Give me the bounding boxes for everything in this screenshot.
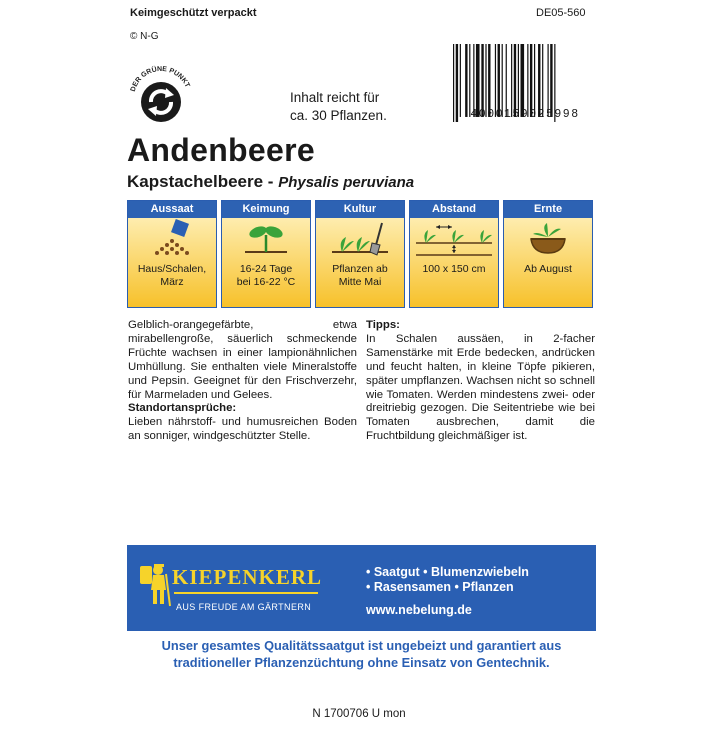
tips-text: In Schalen aussäen, in 2-facher Samenstärke mit Erde bedecken, andrücken und feucht halten, in kleine Töpfe pikieren, später umpflanzen. Wachsen nicht so schnell wie Tomaten. Werden mindestens zwei- oder dreitriebig gezogen. Die Seitentriebe wie bei Tomaten ausbrechen, damit die Fruchtbildung gleichmäßiger ist.	[366, 332, 595, 443]
copyright: © N-G	[130, 31, 159, 42]
panel-heading: Keimung	[222, 201, 310, 218]
description-left-column	[128, 319, 357, 444]
green-dot-label: DER GRÜNE PUNKT	[129, 65, 191, 93]
panel-text-line2: Mitte Mai	[338, 276, 382, 288]
green-dot-logo-icon	[124, 58, 198, 132]
panel-text	[130, 263, 214, 289]
barcode-bar	[514, 44, 516, 117]
barcode-bar	[550, 44, 552, 117]
panel-text-line1: 16-24 Tage	[239, 263, 293, 275]
quality-line1: Unser gesamtes Qualitätssaatgut ist ungebeizt und garantiert aus	[161, 638, 562, 653]
footer-code: N 1700706 U mon	[312, 708, 406, 720]
latin-name: Physalis peruviana	[278, 174, 415, 191]
panel-text-line1: Pflanzen ab	[332, 263, 388, 275]
panel-heading: Aussaat	[128, 201, 216, 218]
barcode-bar	[538, 44, 540, 117]
barcode-bar	[530, 44, 532, 117]
panel-text-line2: bei 16-22 °C	[236, 276, 296, 288]
barcode-bar	[481, 44, 483, 117]
seed-packet-icon	[128, 219, 216, 259]
barcode-bar	[488, 44, 490, 117]
description-paragraph: Gelblich-orangegefärbte, etwa mirabellengroße, säuerlich schmeckende Früchte wachsen in einer lampionähnlichen Umhüllung. Sie enthalten viele Mineralstoffe und Pepsin. Geeignet für den Frischverzehr, für Marmeladen und Gelees.	[128, 319, 357, 401]
content-note	[290, 89, 387, 125]
barcode-bar	[495, 44, 496, 117]
barcode-bar	[473, 44, 474, 117]
planting-spade-icon	[316, 219, 404, 259]
content-note-line1: Inhalt reicht für	[290, 90, 380, 105]
panel-text-line1: 100 x 150 cm	[422, 263, 486, 275]
common-name: Kapstachelbeere -	[127, 172, 274, 191]
panel-heading: Kultur	[316, 201, 404, 218]
panel-text	[412, 263, 496, 276]
brand-url: www.nebelung.de	[366, 603, 472, 617]
panel-kultur	[315, 200, 405, 308]
panel-aussaat	[127, 200, 217, 308]
barcode-bar	[506, 44, 507, 117]
panel-text	[224, 263, 308, 289]
panel-keimung	[221, 200, 311, 308]
barcode-number: 4000159025998	[470, 108, 580, 121]
brand-underline	[174, 592, 318, 594]
panel-text	[506, 263, 590, 276]
description-right-column	[366, 319, 595, 444]
harvest-bowl-icon	[504, 219, 592, 259]
brand-tagline: AUS FREUDE AM GÄRTNERN	[176, 602, 312, 612]
barcode-bar	[527, 44, 528, 117]
barcode-bar	[511, 44, 512, 117]
quality-line2: traditioneller Pflanzenzüchtung ohne Einsatz von Gentechnik.	[173, 655, 550, 670]
panel-text-line2: März	[160, 276, 184, 288]
barcode-bar	[460, 44, 461, 117]
panel-heading: Abstand	[410, 201, 498, 218]
panel-text-line1: Haus/Schalen,	[137, 263, 207, 275]
panel-text	[318, 263, 402, 289]
barcode-bar	[502, 44, 503, 117]
product-title: Andenbeere	[127, 132, 315, 168]
content-note-line2: ca. 30 Pflanzen.	[290, 108, 387, 123]
quality-statement	[127, 637, 596, 671]
barcode-bar	[476, 44, 480, 117]
location-text: Lieben nährstoff- und humusreichen Boden an sonniger, windgeschützter Stelle.	[128, 416, 357, 443]
barcode-bar	[542, 44, 543, 117]
panel-ernte	[503, 200, 593, 308]
barcode-bar	[498, 44, 500, 117]
panel-abstand	[409, 200, 499, 308]
barcode-bar	[485, 44, 486, 117]
article-code: DE05-560	[536, 7, 586, 19]
packaging-note: Keimgeschützt verpackt	[130, 7, 257, 19]
brand-product-line1: • Saatgut • Blumenzwiebeln	[366, 565, 529, 579]
spacing-icon	[410, 219, 498, 259]
brand-product-line2: • Rasensamen • Pflanzen	[366, 580, 514, 594]
brand-name: KIEPENKERL	[172, 565, 323, 589]
panel-text-line1: Ab August	[524, 263, 572, 275]
info-panels	[127, 200, 594, 310]
kiepenkerl-figure-icon	[136, 560, 172, 608]
product-subtitle	[127, 172, 414, 192]
brand-product-list	[366, 565, 529, 595]
barcode-bar	[518, 44, 519, 117]
panel-heading: Ernte	[504, 201, 592, 218]
location-heading: Standortansprüche:	[128, 402, 237, 415]
seedling-icon	[222, 219, 310, 259]
barcode-bar	[548, 44, 549, 117]
barcode-bar	[465, 44, 467, 117]
tips-heading: Tipps:	[366, 319, 400, 331]
barcode-bar	[521, 44, 525, 117]
barcode-bar	[534, 44, 535, 117]
barcode-bar	[469, 44, 470, 117]
